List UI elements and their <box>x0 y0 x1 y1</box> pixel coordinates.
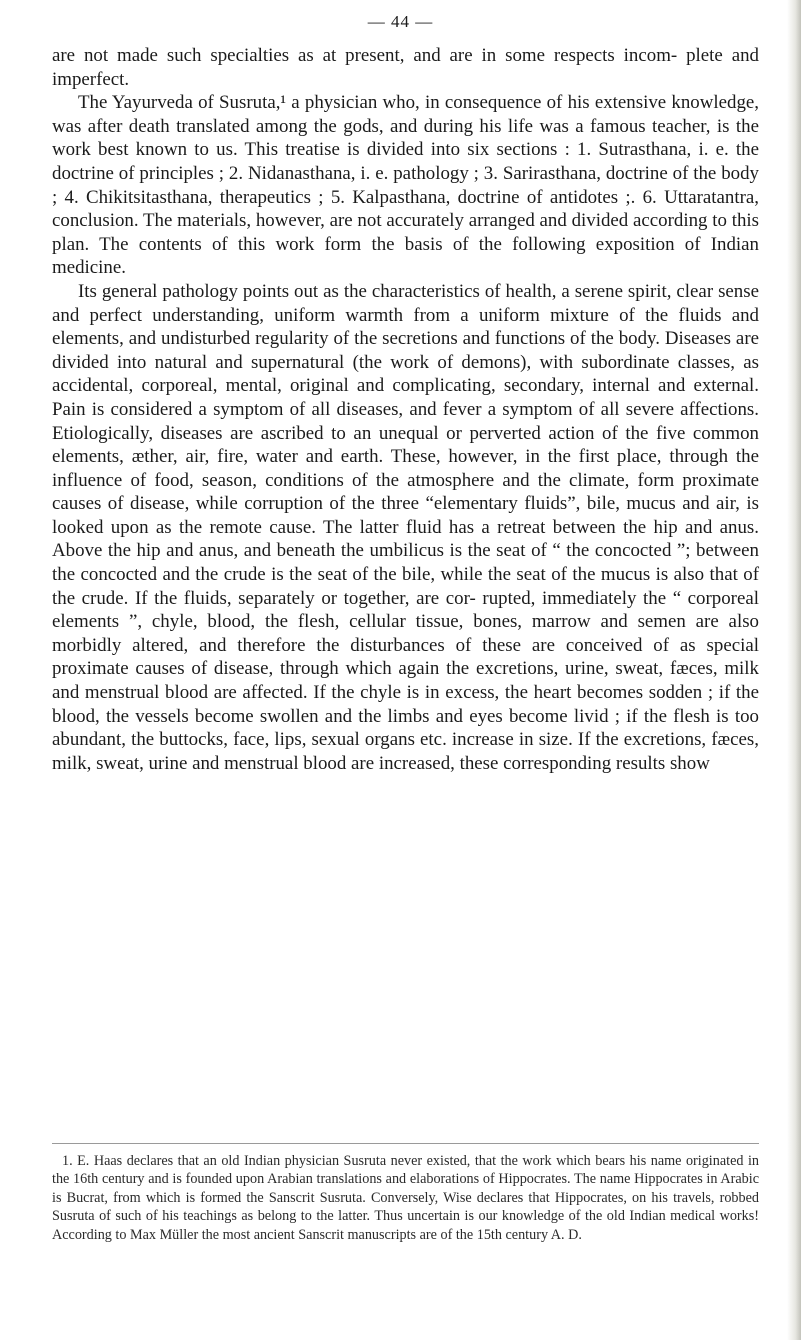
paragraph-continuation: are not made such specialties as at present, and are in some respects incom- plete and imperfect. <box>52 45 759 90</box>
footnote <box>52 1152 759 1244</box>
main-text <box>52 44 759 775</box>
page-edge-shadow <box>787 0 801 1340</box>
footnote-text: 1. E. Haas declares that an old Indian physician Susruta never existed, that the work which bears his name originated in the 16th century and is founded upon Arabian translations and elaborations of Hippocrates. The name Hippocrates in Arabic is Bucrat, from which is formed the Sanscrit Susruta. Conversely, Wise declares that Hippocrates, on his travels, robbed Susruta of such of his teachings as belong to the latter. Thus uncertain is our knowledge of the old Indian medical works! According to Max Müller the most ancient Sanscrit manuscripts are of the 15th century A. D. <box>52 1153 759 1243</box>
paragraph-pathology: Its general pathology points out as the characteristics of health, a serene spirit, clear sense and perfect understanding, uniform warmth from a uniform mixture of the fluids and elements, and undisturbed regularity of the secretions and functions of the body. Diseases are divided into natural and supernatural (the work of demons), with subordinate classes, as accidental, corporeal, mental, original and complicating, secondary, internal and external. Pain is considered a symptom of all diseases, and fever a symptom of all severe affections. Etiologically, diseases are ascribed to an unequal or perverted action of the five common elements, æther, air, fire, water and earth. These, however, in the first place, through the influence of food, season, conditions of the atmosphere and the climate, form proximate causes of disease, while corruption of the three “elementary fluids”, bile, mucus and air, is looked upon as the remote cause. The latter fluid has a retreat between the hip and anus. Above the hip and anus, and beneath the umbilicus is the seat of “ the concocted ”; between the concocted and the crude is the seat of the bile, while the seat of the mucus is also that of the crude. If the fluids, separately or together, are cor- rupted, immediately the “ corporeal elements ”, chyle, blood, the flesh, cellular tissue, bones, marrow and semen are also morbidly altered, and therefore the disturbances of these are conceived of as special proximate causes of disease, through which again the excretions, urine, sweat, fæces, milk and menstrual blood are affected. If the chyle is in excess, the heart becomes sodden ; if the blood, the vessels become swollen and the limbs and eyes become livid ; if the flesh is too abundant, the buttocks, face, lips, sexual organs etc. increase in size. If the excretions, fæces, milk, sweat, urine and menstrual blood are increased, these corresponding results show <box>52 280 759 774</box>
footnote-divider <box>52 1143 759 1144</box>
paragraph-yayurveda: The Yayurveda of Susruta,¹ a physician who, in consequence of his extensive knowledge, was after death translated among the gods, and during his life was a famous teacher, is the work best known to us. This treatise is divided into six sections : 1. Sutrasthana, i. e. the doctrine of principles ; 2. Nidanasthana, i. e. pathology ; 3. Sarirasthana, doctrine of the body ; 4. Chikitsitasthana, therapeutics ; 5. Kalpasthana, doctrine of antidotes ;. 6. Uttaratantra, conclusion. The materials, however, are not accurately arranged and divided according to this plan. The contents of this work form the basis of the following exposition of Indian medicine. <box>52 92 759 279</box>
page-number: — 44 — <box>367 12 434 31</box>
